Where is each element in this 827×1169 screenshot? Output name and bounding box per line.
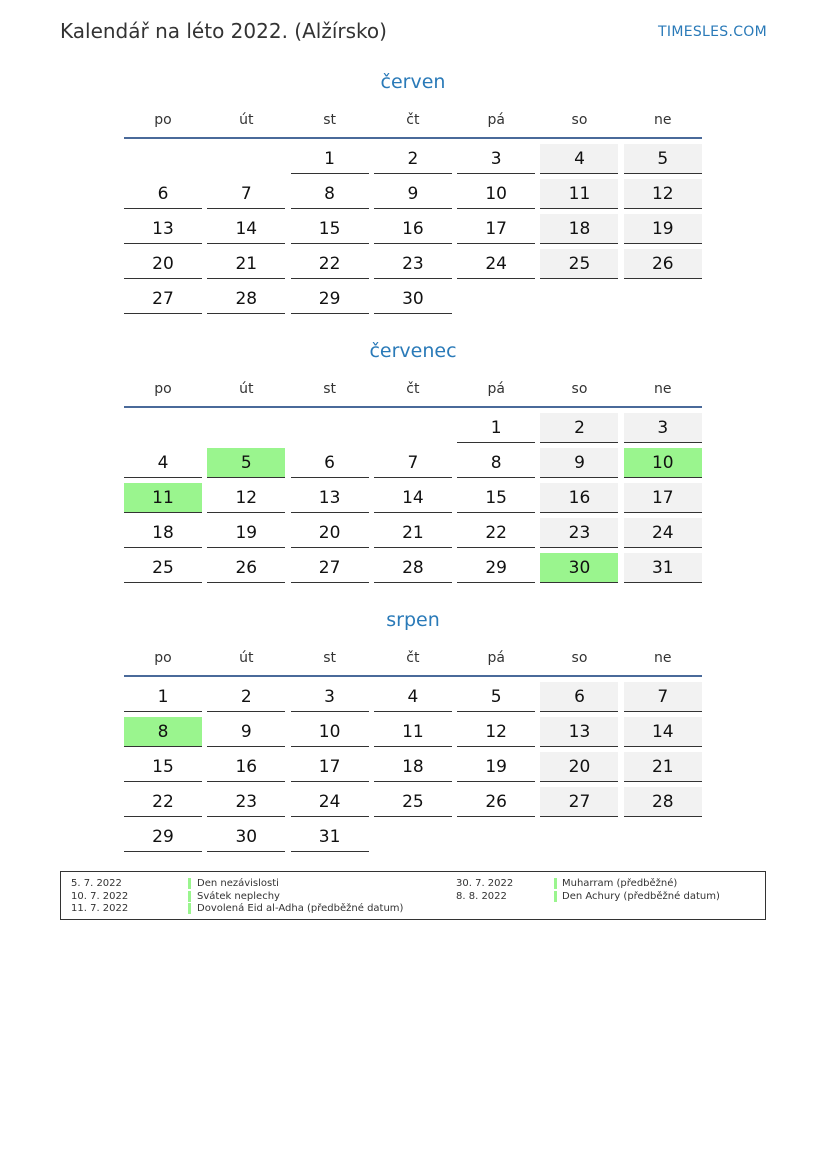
day-cell: 17 bbox=[457, 214, 535, 244]
weekday-label: po bbox=[154, 111, 172, 128]
day-cell: 7 bbox=[207, 179, 285, 209]
weekday-header bbox=[124, 102, 702, 137]
day-cell: 24 bbox=[291, 787, 369, 817]
day-cell: 31 bbox=[291, 822, 369, 852]
empty-day-cell bbox=[291, 413, 369, 442]
empty-day-cell bbox=[124, 413, 202, 442]
day-cell: 7 bbox=[374, 448, 452, 478]
day-cell: 26 bbox=[457, 787, 535, 817]
weekday-label: po bbox=[154, 649, 172, 666]
day-cell: 2 bbox=[207, 682, 285, 712]
day-cell: 26 bbox=[624, 249, 702, 279]
month-name: srpen bbox=[386, 609, 440, 631]
day-cell: 9 bbox=[374, 179, 452, 209]
day-cell: 5 bbox=[624, 144, 702, 174]
empty-day-cell bbox=[457, 284, 535, 313]
day-cell: 2 bbox=[374, 144, 452, 174]
day-cell: 6 bbox=[124, 179, 202, 209]
day-cell: 21 bbox=[207, 249, 285, 279]
empty-day-cell bbox=[207, 413, 285, 442]
day-cell: 14 bbox=[624, 717, 702, 747]
legend-date: 5. 7. 2022 bbox=[71, 878, 122, 889]
header-divider bbox=[124, 137, 702, 139]
legend-holiday-name: Svátek neplechy bbox=[197, 890, 280, 902]
day-cell: 27 bbox=[291, 553, 369, 583]
weekday-header bbox=[124, 640, 702, 675]
day-cell: 11 bbox=[374, 717, 452, 747]
legend-item bbox=[61, 903, 761, 915]
day-cell: 27 bbox=[540, 787, 618, 817]
legend-item bbox=[61, 878, 761, 890]
header-divider bbox=[124, 406, 702, 408]
page-title: Kalendář na léto 2022. (Alžírsko) bbox=[60, 19, 387, 43]
day-cell: 4 bbox=[124, 448, 202, 478]
weekday-label: st bbox=[323, 649, 336, 666]
day-cell: 3 bbox=[457, 144, 535, 174]
day-cell: 24 bbox=[457, 249, 535, 279]
legend-date: 30. 7. 2022 bbox=[456, 878, 514, 889]
day-cell: 9 bbox=[207, 717, 285, 747]
day-cell: 23 bbox=[374, 249, 452, 279]
day-cell: 24 bbox=[624, 518, 702, 548]
empty-day-cell bbox=[207, 144, 285, 173]
legend-date: 8. 8. 2022 bbox=[456, 890, 507, 902]
legend-date: 10. 7. 2022 bbox=[71, 890, 129, 902]
empty-day-cell bbox=[540, 822, 618, 851]
legend-item bbox=[61, 891, 761, 903]
legend-holiday-name: Dovolená Eid al-Adha (předběžné datum) bbox=[197, 903, 404, 914]
day-cell: 4 bbox=[374, 682, 452, 712]
day-cell: 13 bbox=[291, 483, 369, 513]
day-cell: 15 bbox=[124, 752, 202, 782]
holiday-color-marker bbox=[554, 891, 557, 902]
day-cell: 20 bbox=[291, 518, 369, 548]
day-cell: 19 bbox=[457, 752, 535, 782]
day-cell: 21 bbox=[374, 518, 452, 548]
weekday-label: pá bbox=[487, 649, 505, 666]
day-cell: 1 bbox=[457, 413, 535, 443]
day-cell: 16 bbox=[374, 214, 452, 244]
day-cell: 22 bbox=[291, 249, 369, 279]
weekday-label: so bbox=[571, 111, 588, 128]
holiday-color-marker bbox=[554, 878, 557, 889]
day-cell: 17 bbox=[624, 483, 702, 513]
day-grid bbox=[124, 682, 702, 852]
day-cell: 12 bbox=[624, 179, 702, 209]
day-cell: 8 bbox=[291, 179, 369, 209]
weekday-label: pá bbox=[487, 111, 505, 128]
day-grid bbox=[124, 144, 702, 314]
day-cell: 19 bbox=[207, 518, 285, 548]
day-cell: 7 bbox=[624, 682, 702, 712]
month-calendar bbox=[124, 68, 702, 314]
day-cell: 12 bbox=[457, 717, 535, 747]
day-cell: 20 bbox=[124, 249, 202, 279]
legend-holiday-name: Muharram (předběžné) bbox=[562, 878, 678, 889]
day-cell: 3 bbox=[624, 413, 702, 443]
day-cell: 1 bbox=[291, 144, 369, 174]
day-cell: 23 bbox=[207, 787, 285, 817]
weekday-label: čt bbox=[406, 380, 420, 397]
legend-holiday-name: Den Achury (předběžné datum) bbox=[562, 890, 720, 902]
day-cell: 29 bbox=[457, 553, 535, 583]
day-cell: 5 bbox=[457, 682, 535, 712]
day-cell: 8 bbox=[124, 717, 202, 747]
empty-day-cell bbox=[374, 413, 452, 442]
day-cell: 29 bbox=[124, 822, 202, 852]
day-cell: 25 bbox=[374, 787, 452, 817]
weekday-label: st bbox=[323, 380, 336, 397]
day-cell: 30 bbox=[207, 822, 285, 852]
day-cell: 15 bbox=[457, 483, 535, 513]
weekday-label: čt bbox=[406, 649, 420, 666]
day-cell: 28 bbox=[374, 553, 452, 583]
day-cell: 22 bbox=[457, 518, 535, 548]
weekday-header bbox=[124, 371, 702, 406]
day-cell: 2 bbox=[540, 413, 618, 443]
site-link[interactable]: TIMESLES.COM bbox=[658, 24, 767, 40]
month-calendar bbox=[124, 337, 702, 583]
day-cell: 8 bbox=[457, 448, 535, 478]
day-cell: 29 bbox=[291, 284, 369, 314]
day-cell: 21 bbox=[624, 752, 702, 782]
weekday-label: so bbox=[571, 380, 588, 397]
day-cell: 19 bbox=[624, 214, 702, 244]
day-cell: 15 bbox=[291, 214, 369, 244]
day-cell: 16 bbox=[207, 752, 285, 782]
day-cell: 25 bbox=[540, 249, 618, 279]
day-cell: 11 bbox=[540, 179, 618, 209]
day-cell: 18 bbox=[540, 214, 618, 244]
weekday-label: čt bbox=[406, 111, 420, 128]
day-cell: 5 bbox=[207, 448, 285, 478]
weekday-label: út bbox=[239, 111, 254, 128]
empty-day-cell bbox=[624, 822, 702, 851]
header-divider bbox=[124, 675, 702, 677]
day-cell: 27 bbox=[124, 284, 202, 314]
empty-day-cell bbox=[457, 822, 535, 851]
day-cell: 17 bbox=[291, 752, 369, 782]
day-cell: 10 bbox=[457, 179, 535, 209]
day-cell: 16 bbox=[540, 483, 618, 513]
day-cell: 14 bbox=[374, 483, 452, 513]
day-cell: 31 bbox=[624, 553, 702, 583]
weekday-label: ne bbox=[654, 380, 672, 397]
day-cell: 25 bbox=[124, 553, 202, 583]
month-name: červenec bbox=[369, 340, 457, 362]
weekday-label: st bbox=[323, 111, 336, 128]
day-cell: 20 bbox=[540, 752, 618, 782]
holiday-color-marker bbox=[188, 903, 191, 914]
day-cell: 3 bbox=[291, 682, 369, 712]
day-cell: 28 bbox=[207, 284, 285, 314]
weekday-label: út bbox=[239, 649, 254, 666]
weekday-label: ne bbox=[654, 111, 672, 128]
day-cell: 10 bbox=[291, 717, 369, 747]
weekday-label: ne bbox=[654, 649, 672, 666]
day-cell: 12 bbox=[207, 483, 285, 513]
day-cell: 6 bbox=[540, 682, 618, 712]
day-cell: 4 bbox=[540, 144, 618, 174]
day-cell: 30 bbox=[374, 284, 452, 314]
holiday-legend bbox=[60, 871, 766, 920]
day-cell: 13 bbox=[540, 717, 618, 747]
day-cell: 11 bbox=[124, 483, 202, 513]
weekday-label: út bbox=[239, 380, 254, 397]
weekday-label: po bbox=[154, 380, 172, 397]
day-cell: 9 bbox=[540, 448, 618, 478]
day-cell: 18 bbox=[124, 518, 202, 548]
day-cell: 1 bbox=[124, 682, 202, 712]
day-grid bbox=[124, 413, 702, 583]
empty-day-cell bbox=[540, 284, 618, 313]
legend-holiday-name: Den nezávislosti bbox=[197, 878, 279, 889]
month-calendar bbox=[124, 606, 702, 852]
day-cell: 23 bbox=[540, 518, 618, 548]
day-cell: 30 bbox=[540, 553, 618, 583]
weekday-label: so bbox=[571, 649, 588, 666]
empty-day-cell bbox=[624, 284, 702, 313]
day-cell: 14 bbox=[207, 214, 285, 244]
month-name: červen bbox=[380, 71, 446, 93]
day-cell: 10 bbox=[624, 448, 702, 478]
day-cell: 22 bbox=[124, 787, 202, 817]
day-cell: 26 bbox=[207, 553, 285, 583]
empty-day-cell bbox=[124, 144, 202, 173]
legend-date: 11. 7. 2022 bbox=[71, 903, 129, 914]
empty-day-cell bbox=[374, 822, 452, 851]
weekday-label: pá bbox=[487, 380, 505, 397]
day-cell: 13 bbox=[124, 214, 202, 244]
day-cell: 6 bbox=[291, 448, 369, 478]
day-cell: 18 bbox=[374, 752, 452, 782]
day-cell: 28 bbox=[624, 787, 702, 817]
